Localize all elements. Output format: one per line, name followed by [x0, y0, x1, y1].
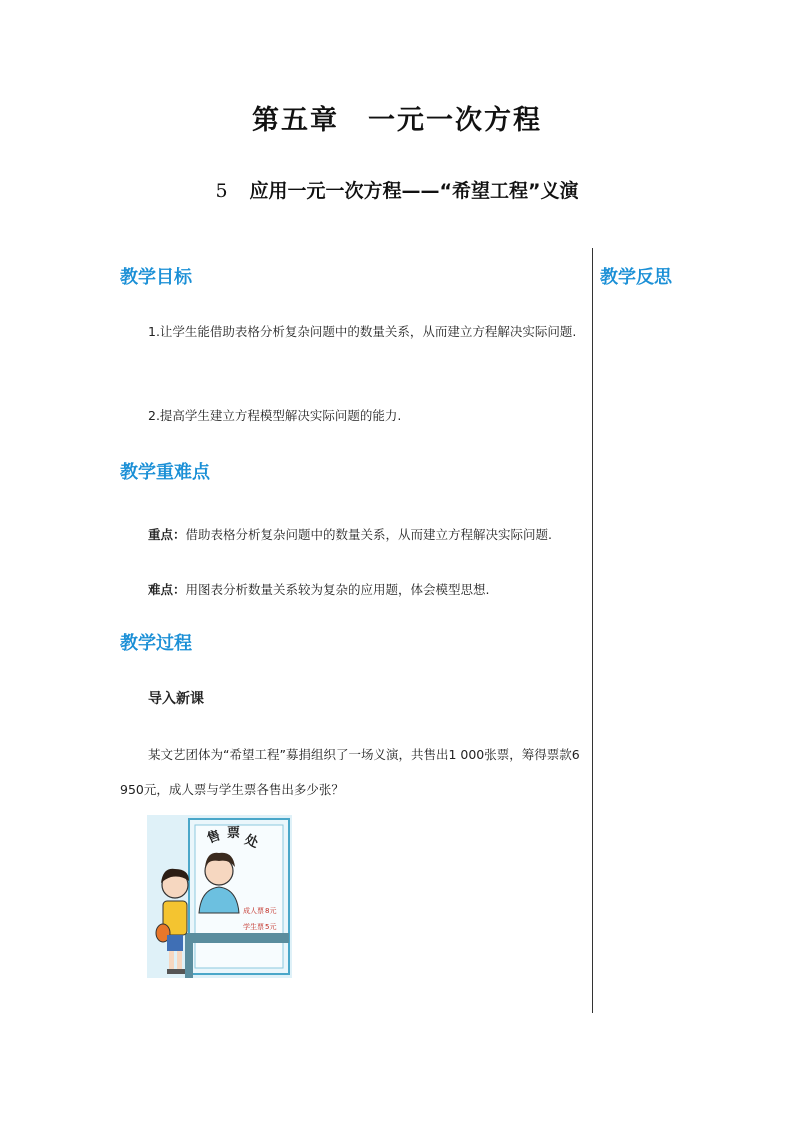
girl-leg-left — [169, 951, 174, 971]
focus-text: 借助表格分析复杂问题中的数量关系，从而建立方程解决实际问题. — [185, 527, 552, 542]
counter-rail — [185, 933, 289, 943]
reflection-heading: 教学反思 — [600, 267, 672, 288]
sign-char-1: 售 — [205, 828, 223, 847]
process-heading: 教学过程 — [120, 633, 192, 654]
column-divider — [592, 248, 593, 1013]
student-price-label: 学生票 — [243, 923, 264, 931]
lesson-title — [0, 176, 794, 203]
girl-shoes — [167, 969, 185, 974]
chapter-title: 第五章 一元一次方程 — [252, 105, 542, 136]
objective-item-1: 1.让学生能借助表格分析复杂问题中的数量关系，从而建立方程解决实际问题. — [148, 324, 577, 339]
lesson-number: 5 — [215, 180, 228, 202]
difficulty-text: 用图表分析数量关系较为复杂的应用题，体会模型思想. — [185, 582, 490, 597]
process-subheading: 导入新课 — [148, 691, 204, 707]
key-points-heading: 教学重难点 — [120, 462, 210, 483]
student-price-value: 5元 — [265, 923, 277, 931]
sign-char-2: 票 — [227, 826, 241, 841]
difficulty-label: 难点： — [148, 582, 186, 597]
lesson-title-text: 应用一元一次方程——“希望工程”义演 — [249, 180, 579, 202]
problem-statement: 某文艺团体为“希望工程”募捐组织了一场义演，共售出1 000张票，筹得票款6 950元，成人票与学生票各售出多少张？ — [120, 747, 580, 797]
adult-price-label: 成人票 — [243, 907, 264, 915]
difficulty-point — [120, 572, 582, 607]
focus-label: 重点： — [148, 527, 186, 542]
girl-shorts — [167, 935, 183, 951]
objectives-heading: 教学目标 — [120, 267, 192, 288]
counter-post — [185, 943, 193, 978]
adult-price-value: 8元 — [265, 907, 277, 915]
sign-char-3: 处 — [242, 832, 260, 852]
girl-leg-right — [177, 951, 182, 971]
ticket-office-illustration — [147, 815, 292, 978]
objective-item-2: 2.提高学生建立方程模型解决实际问题的能力. — [148, 408, 402, 423]
focus-point — [120, 517, 582, 552]
